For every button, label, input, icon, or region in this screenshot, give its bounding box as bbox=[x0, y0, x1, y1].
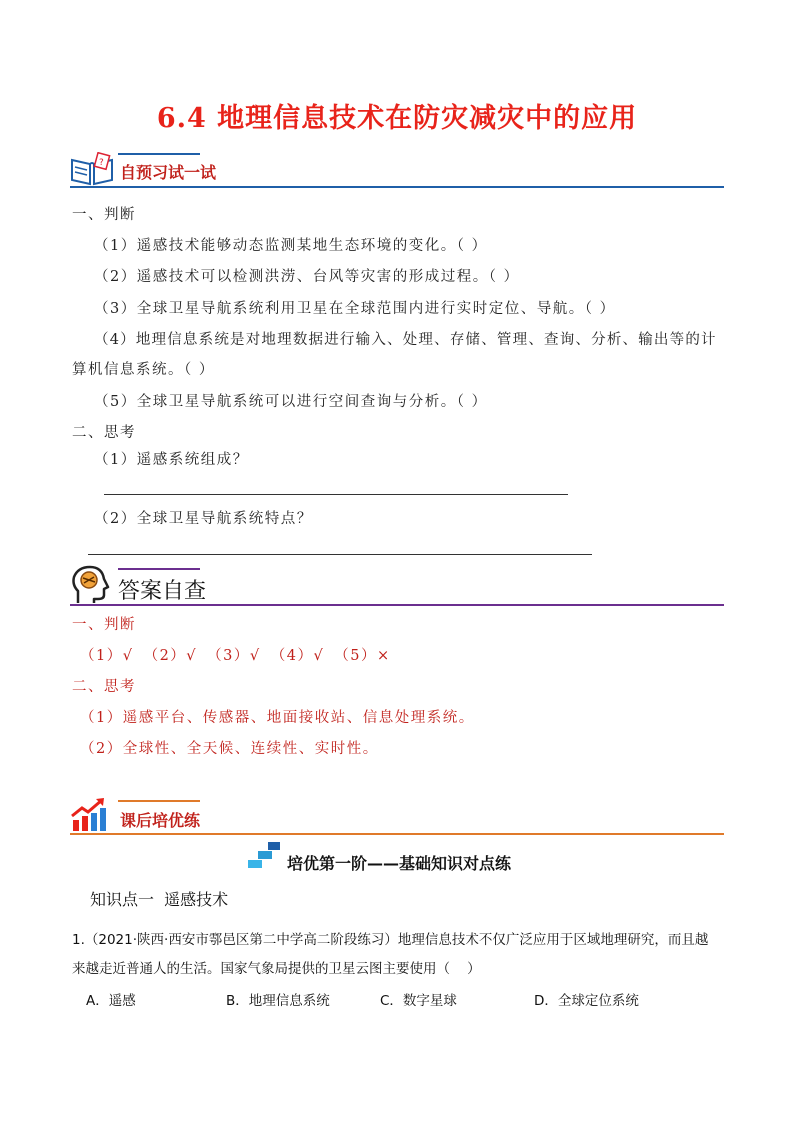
head-brain-icon bbox=[70, 565, 110, 605]
answer-blank-line[interactable] bbox=[104, 494, 568, 495]
question-item: （2）全球卫星导航系统特点？ bbox=[94, 511, 313, 527]
book-icon bbox=[70, 152, 114, 186]
answer-part-title: 二、思考 bbox=[72, 679, 136, 695]
stairs-icon bbox=[248, 840, 282, 870]
knowledge-point-heading: 知识点一 遥感技术 bbox=[90, 890, 229, 909]
question-item: （1）遥感技术能够动态监测某地生态环境的变化。（ ） bbox=[94, 238, 488, 254]
section-rule bbox=[118, 800, 200, 802]
section-rule bbox=[70, 186, 724, 188]
question-text: 来越走近普通人的生活。国家气象局提供的卫星云图主要使用（ ） bbox=[72, 961, 481, 977]
question-item: （3）全球卫星导航系统利用卫星在全球范围内进行实时定位、导航。（ ） bbox=[94, 301, 616, 317]
bar-chart-growth-icon bbox=[70, 796, 110, 832]
answer-blank-line[interactable] bbox=[88, 554, 592, 555]
answer-item: （2）全球性、全天候、连续性、实时性。 bbox=[80, 741, 379, 757]
section-rule bbox=[70, 604, 724, 606]
option-a[interactable]: A．遥感 bbox=[86, 993, 136, 1009]
answer-part-title: 一、判断 bbox=[72, 617, 136, 633]
question-item: （1）遥感系统组成？ bbox=[94, 452, 249, 468]
question-item-cont: 算机信息系统。（ ） bbox=[72, 362, 215, 378]
section-rule bbox=[118, 153, 200, 155]
question-item: （4）地理信息系统是对地理数据进行输入、处理、存储、管理、查询、分析、输出等的计 bbox=[94, 332, 717, 348]
part-title: 二、思考 bbox=[72, 425, 136, 441]
answer-list: （1）√ （2）√ （3）√ （4）√ （5）× bbox=[80, 648, 391, 664]
part-title: 一、判断 bbox=[72, 207, 136, 223]
question-item: （5）全球卫星导航系统可以进行空间查询与分析。（ ） bbox=[94, 394, 488, 410]
option-c[interactable]: C．数字星球 bbox=[380, 993, 457, 1009]
section-rule bbox=[118, 568, 200, 570]
section-rule bbox=[70, 833, 724, 835]
section-heading-preview: 自预习试一试 bbox=[120, 163, 217, 182]
option-d[interactable]: D．全球定位系统 bbox=[534, 993, 639, 1009]
section-heading-answers: 答案自查 bbox=[118, 579, 207, 604]
option-b[interactable]: B．地理信息系统 bbox=[226, 993, 330, 1009]
question-item: （2）遥感技术可以检测洪涝、台风等灾害的形成过程。（ ） bbox=[94, 269, 520, 285]
svg-text:?: ? bbox=[99, 158, 104, 168]
page-title: 6.4 地理信息技术在防灾减灾中的应用 bbox=[156, 103, 638, 134]
question-text: 1.（2021·陕西·西安市鄠邑区第二中学高二阶段练习）地理信息技术不仅广泛应用于区域地理研究，而且越 bbox=[72, 932, 709, 948]
section-heading-practice: 课后培优练 bbox=[120, 811, 201, 830]
subheading: 培优第一阶——基础知识对点练 bbox=[287, 854, 512, 873]
answer-item: （1）遥感平台、传感器、地面接收站、信息处理系统。 bbox=[80, 710, 475, 726]
